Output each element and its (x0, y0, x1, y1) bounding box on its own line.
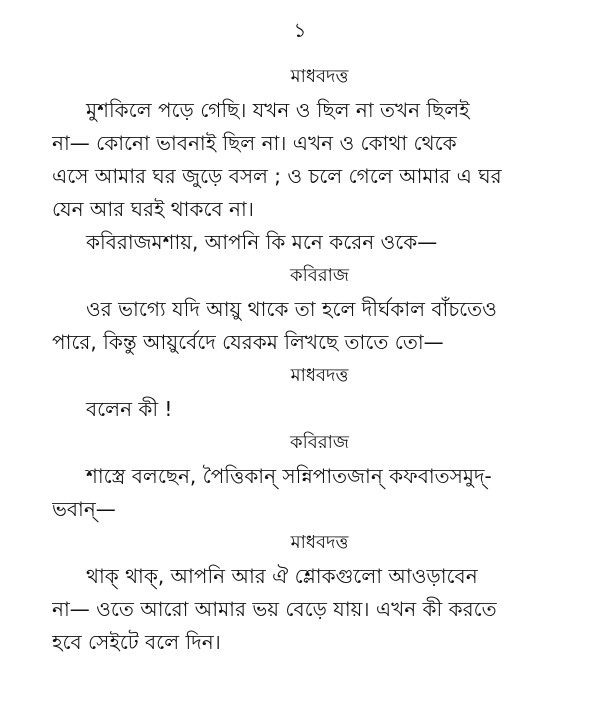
dialogue-line: হবে সেইটে বলে দিন। (52, 630, 221, 654)
dialogue-line: যেন আর ঘরই থাকবে না। (52, 197, 254, 221)
dialogue-line: ওর ভাগ্যে যদি আয়ু থাকে তা হলে দীর্ঘকাল বাঁচতেও (86, 297, 497, 321)
play-text (52, 60, 557, 659)
dialogue-paragraph (52, 94, 557, 226)
dialogue-line: থাক্ থাক্, আপনি আর ঐ শ্লোকগুলো আওড়াবেন (86, 564, 478, 588)
dialogue-line: না— কোনো ভাবনাই ছিল না। এখন ও কোথা থেকে (52, 131, 457, 155)
speaker-name: কবিরাজ (290, 432, 349, 453)
dialogue-line: মুশকিলে পড়ে গেছি। যখন ও ছিল না তখন ছিলই (86, 98, 470, 122)
dialogue-line: কবিরাজমশায়, আপনি কি মনে করেন ওকে— (86, 230, 438, 254)
speaker-name: মাধবদত্ত (290, 532, 349, 553)
dialogue-paragraph (52, 393, 557, 426)
dialogue-line: ভবান্— (52, 497, 116, 521)
speaker-name: মাধবদত্ত (290, 66, 349, 87)
dialogue-paragraph (52, 226, 557, 259)
page-number: ১ (293, 18, 307, 42)
dialogue-paragraph (52, 460, 557, 526)
dialogue-line: পারে, কিন্তু আয়ুর্বেদে যেরকম লিখছে তাতে তো— (52, 330, 444, 354)
dialogue-paragraph (52, 293, 557, 359)
dialogue-line: বলেন কী ! (86, 397, 173, 421)
dialogue-line: না— ওতে আরো আমার ভয় বেড়ে যায়। এখন কী করতে (52, 597, 497, 621)
speaker-name: মাধবদত্ত (290, 365, 349, 386)
dialogue-line: শাস্ত্রে বলছেন, পৈত্তিকান্ সন্নিপাতজান্ কফবাতসমুদ্- (86, 464, 492, 488)
dialogue-line: এসে আমার ঘর জুড়ে বসল ; ও চলে গেলে আমার এ ঘর (52, 164, 502, 188)
dialogue-paragraph (52, 560, 557, 659)
speaker-name: কবিরাজ (290, 265, 349, 286)
